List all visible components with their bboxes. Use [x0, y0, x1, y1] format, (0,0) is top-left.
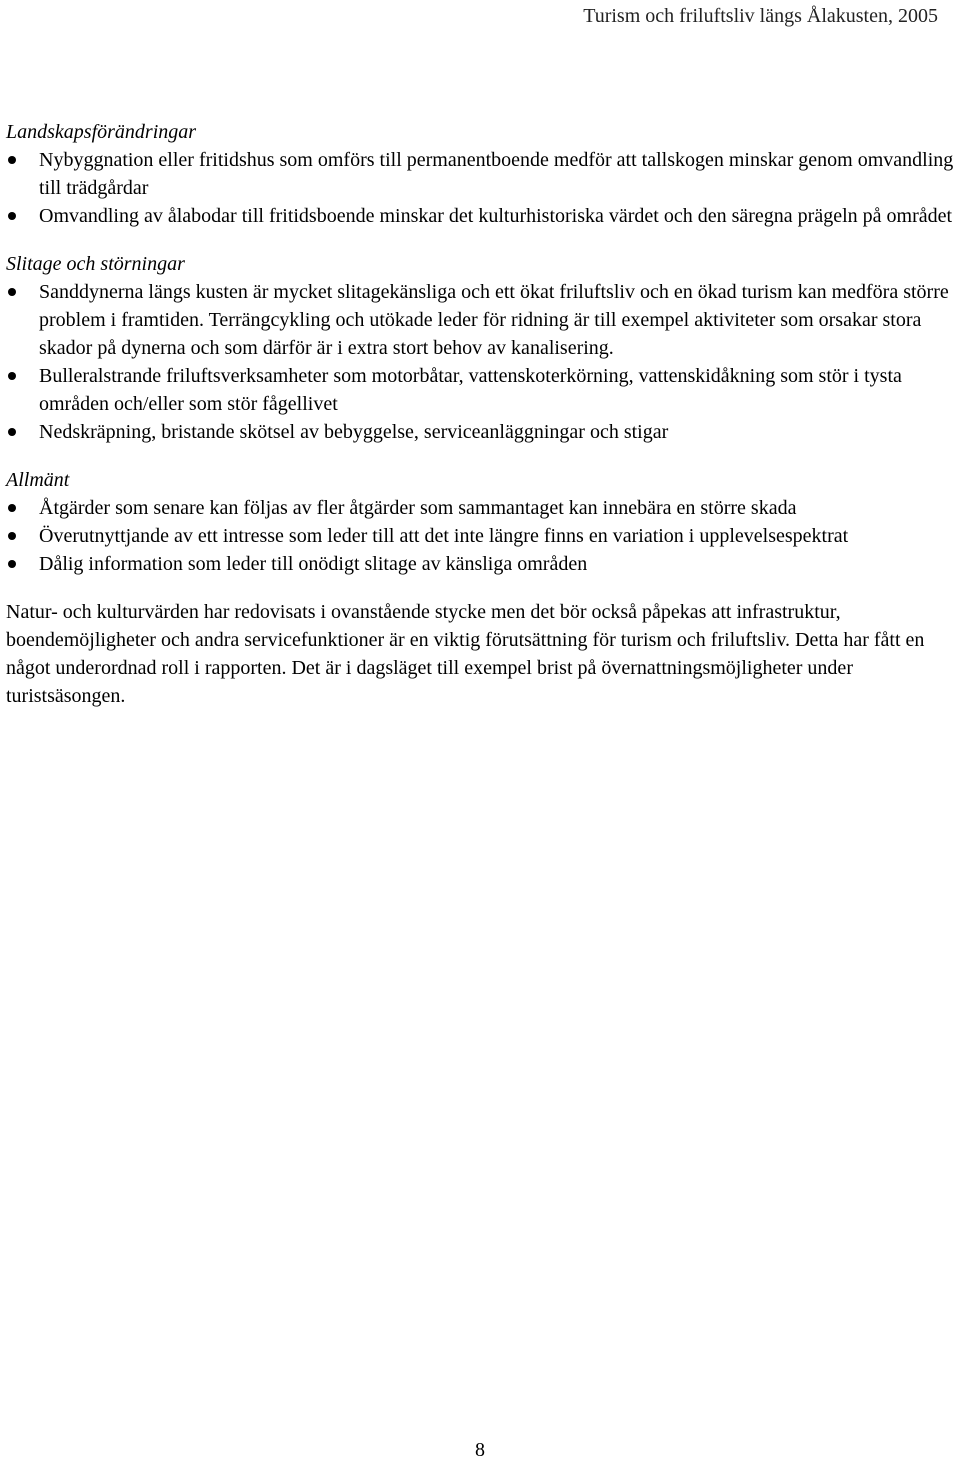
bullet-list	[6, 278, 956, 446]
section-heading: Landskapsförändringar	[6, 121, 197, 143]
list-item	[6, 522, 956, 550]
section-slitage-och-storningar	[6, 250, 956, 446]
bullet-icon	[8, 156, 16, 164]
list-item-text: Åtgärder som senare kan följas av fler åtgärder som sammantaget kan innebära en större skada	[39, 497, 797, 519]
running-header: Turism och friluftsliv längs Ålakusten, 2005	[583, 5, 938, 27]
bullet-icon	[8, 288, 16, 296]
section-allmant	[6, 466, 956, 578]
list-item-text: Sanddynerna längs kusten är mycket slitagekänsliga och ett ökat friluftsliv och en ökad turism kan medföra större problem i framtiden. Terrängcykling och utökade leder för ridning är till exempel aktiviteter som orsakar stora skador på dynerna och som därför är i extra stort behov av kanalisering.	[39, 281, 949, 359]
document-body	[6, 118, 956, 710]
bullet-icon	[8, 504, 16, 512]
bullet-icon	[8, 532, 16, 540]
list-item	[6, 202, 956, 230]
page-number: 8	[475, 1439, 485, 1461]
closing-paragraph: Natur- och kulturvärden har redovisats i ovanstående stycke men det bör också påpekas att infrastruktur, boendemöjligheter och andra servicefunktioner är en viktig förutsättning för turism och friluftsliv. Detta har fått en något underordnad roll i rapporten. Det är i dagsläget till exempel brist på övernattningsmöjligheter under turistsäsongen.	[6, 601, 925, 707]
list-item-text: Nedskräpning, bristande skötsel av bebyggelse, serviceanläggningar och stigar	[39, 421, 669, 443]
section-landskapsforandringar	[6, 118, 956, 230]
bullet-icon	[8, 560, 16, 568]
list-item-text: Bulleralstrande friluftsverksamheter som motorbåtar, vattenskoterkörning, vattenskidåkning som stör i tysta områden och/eller som stör fågellivet	[39, 365, 902, 415]
bullet-icon	[8, 212, 16, 220]
section-heading: Allmänt	[6, 469, 70, 491]
bullet-list	[6, 146, 956, 230]
bullet-icon	[8, 428, 16, 436]
list-item	[6, 278, 956, 362]
bullet-icon	[8, 372, 16, 380]
list-item-text: Dålig information som leder till onödigt slitage av känsliga områden	[39, 553, 588, 575]
list-item	[6, 494, 956, 522]
list-item-text: Omvandling av ålabodar till fritidsboende minskar det kulturhistoriska värdet och den säregna prägeln på området	[39, 205, 953, 227]
section-heading: Slitage och störningar	[6, 253, 185, 275]
list-item-text: Nybyggnation eller fritidshus som omförs till permanentboende medför att tallskogen minskar genom omvandling till trädgårdar	[39, 149, 954, 199]
list-item-text: Överutnyttjande av ett intresse som leder till att det inte längre finns en variation i upplevelsespektrat	[39, 525, 849, 547]
list-item	[6, 418, 956, 446]
list-item	[6, 362, 956, 418]
list-item	[6, 550, 956, 578]
bullet-list	[6, 494, 956, 578]
list-item	[6, 146, 956, 202]
